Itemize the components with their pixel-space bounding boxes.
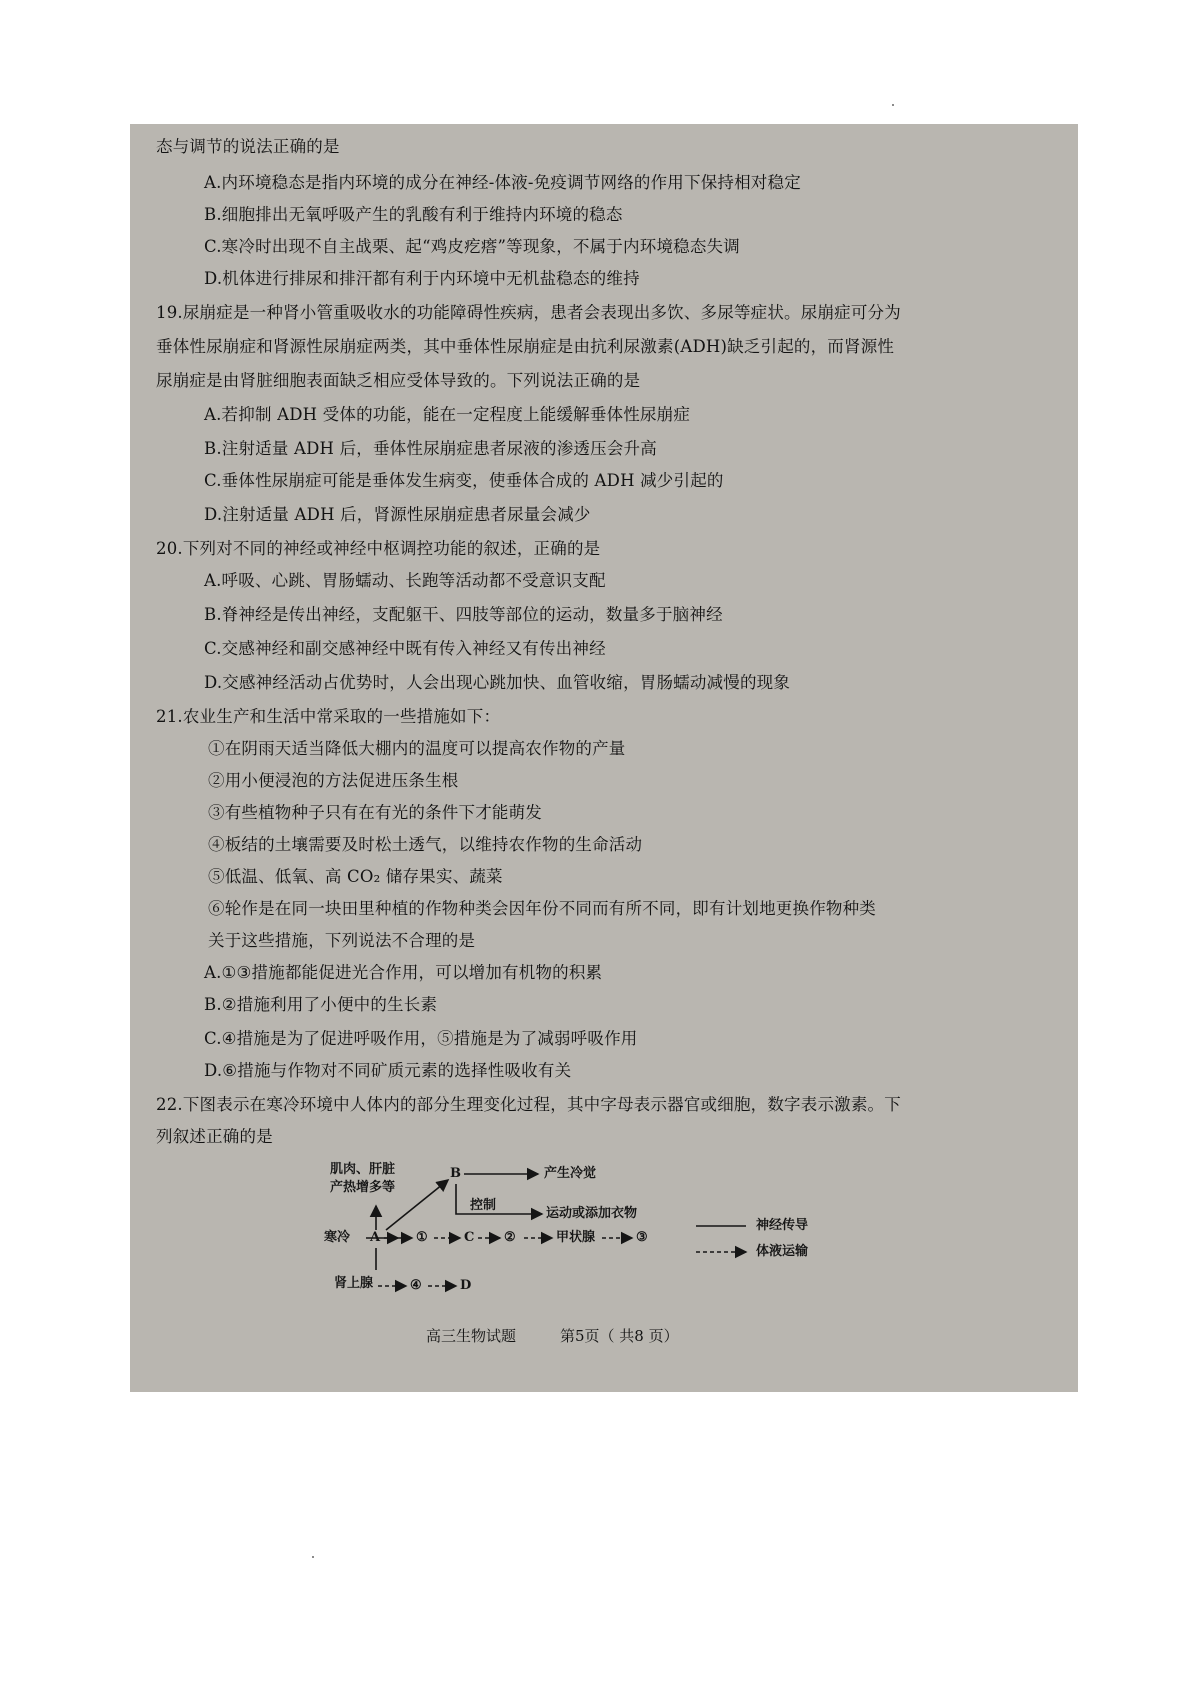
q21-option-b: B.②措施利用了小便中的生长素 bbox=[204, 995, 438, 1014]
scan-speck bbox=[892, 104, 894, 106]
q19-stem-line-2: 垂体性尿崩症和肾源性尿崩症两类，其中垂体性尿崩症是由抗利尿激素(ADH)缺乏引起的，而肾源性 bbox=[156, 337, 895, 356]
q19-option-a: A.若抑制 ADH 受体的功能，能在一定程度上能缓解垂体性尿崩症 bbox=[204, 405, 691, 424]
q21-item-5: ⑤低温、低氧、高 CO₂ 储存果实、蔬菜 bbox=[208, 867, 503, 886]
hormone-2: ② bbox=[504, 1230, 516, 1245]
scan-speck bbox=[312, 1556, 314, 1558]
node-b: B bbox=[450, 1166, 461, 1181]
q19-option-d: D.注射适量 ADH 后，肾源性尿崩症患者尿量会减少 bbox=[204, 505, 591, 524]
node-d: D bbox=[460, 1278, 472, 1293]
q21-item-4: ④板结的土壤需要及时松土透气，以维持农作物的生命活动 bbox=[208, 835, 643, 854]
q21-item-6: ⑥轮作是在同一块田里种植的作物种类会因年份不同而有所不同，即有计划地更换作物种类 bbox=[208, 899, 876, 918]
q18-stem-tail: 态与调节的说法正确的是 bbox=[156, 137, 340, 156]
q18-option-c: C.寒冷时出现不自主战栗、起“鸡皮疙瘩”等现象，不属于内环境稳态失调 bbox=[204, 237, 740, 256]
q22-stem-line-2: 列叙述正确的是 bbox=[156, 1127, 273, 1146]
cold-regulation-diagram bbox=[320, 1158, 1020, 1358]
arrow-a-to-b bbox=[386, 1180, 448, 1230]
label-muscle-liver: 肌肉、肝脏 bbox=[330, 1162, 396, 1177]
footer-page-number: 第5页（ 共8 页） bbox=[560, 1327, 679, 1345]
diagram-arrows bbox=[320, 1158, 1020, 1358]
q19-option-b: B.注射适量 ADH 后，垂体性尿崩症患者尿液的渗透压会升高 bbox=[204, 439, 657, 458]
label-cold: 寒冷 bbox=[324, 1230, 351, 1245]
footer-subject: 高三生物试题 bbox=[426, 1327, 517, 1345]
label-control: 控制 bbox=[470, 1198, 497, 1213]
label-thyroid: 甲状腺 bbox=[556, 1230, 596, 1245]
q19-option-c: C.垂体性尿崩症可能是垂体发生病变，使垂体合成的 ADH 减少引起的 bbox=[204, 471, 724, 490]
q21-stem: 21.农业生产和生活中常采取的一些措施如下： bbox=[156, 707, 501, 726]
label-cold-feeling: 产生冷觉 bbox=[544, 1166, 597, 1181]
legend-fluid-transport: 体液运输 bbox=[756, 1244, 809, 1259]
q21-option-d: D.⑥措施与作物对不同矿质元素的选择性吸收有关 bbox=[204, 1061, 572, 1080]
q21-item-3: ③有些植物种子只有在有光的条件下才能萌发 bbox=[208, 803, 542, 822]
q19-stem-line-1: 19.尿崩症是一种肾小管重吸收水的功能障碍性疾病，患者会表现出多饮、多尿等症状。尿崩症可分为 bbox=[156, 303, 901, 322]
node-c: C bbox=[464, 1230, 475, 1245]
q18-option-b: B.细胞排出无氧呼吸产生的乳酸有利于维持内环境的稳态 bbox=[204, 205, 623, 224]
hormone-3: ③ bbox=[636, 1230, 648, 1245]
q21-question: 关于这些措施，下列说法不合理的是 bbox=[208, 931, 476, 950]
q21-item-1: ①在阴雨天适当降低大棚内的温度可以提高农作物的产量 bbox=[208, 739, 626, 758]
legend-nerve-conduction: 神经传导 bbox=[756, 1218, 809, 1233]
label-adrenal: 肾上腺 bbox=[334, 1276, 374, 1291]
q19-stem-line-3: 尿崩症是由肾脏细胞表面缺乏相应受体导致的。下列说法正确的是 bbox=[156, 371, 641, 390]
q22-stem-line-1: 22.下图表示在寒冷环境中人体内的部分生理变化过程，其中字母表示器官或细胞，数字表示激素。下 bbox=[156, 1095, 901, 1114]
q20-option-d: D.交感神经活动占优势时，人会出现心跳加快、血管收缩，胃肠蠕动减慢的现象 bbox=[204, 673, 791, 692]
q20-option-b: B.脊神经是传出神经，支配躯干、四肢等部位的运动，数量多于脑神经 bbox=[204, 605, 723, 624]
q18-option-a: A.内环境稳态是指内环境的成分在神经-体液-免疫调节网络的作用下保持相对稳定 bbox=[204, 173, 801, 192]
q18-option-d: D.机体进行排尿和排汗都有利于内环境中无机盐稳态的维持 bbox=[204, 269, 640, 288]
q21-option-a: A.①③措施都能促进光合作用，可以增加有机物的积累 bbox=[204, 963, 603, 982]
q20-option-c: C.交感神经和副交感神经中既有传入神经又有传出神经 bbox=[204, 639, 606, 658]
node-a: A bbox=[370, 1230, 381, 1245]
label-action: 运动或添加衣物 bbox=[546, 1206, 638, 1221]
q21-option-c: C.④措施是为了促进呼吸作用，⑤措施是为了减弱呼吸作用 bbox=[204, 1029, 638, 1048]
hormone-4: ④ bbox=[410, 1278, 422, 1293]
q20-option-a: A.呼吸、心跳、胃肠蠕动、长跑等活动都不受意识支配 bbox=[204, 571, 606, 590]
q20-stem: 20.下列对不同的神经或神经中枢调控功能的叙述，正确的是 bbox=[156, 539, 601, 558]
label-heat-increase: 产热增多等 bbox=[330, 1180, 396, 1195]
arrow-b-to-action bbox=[456, 1184, 542, 1214]
q21-item-2: ②用小便浸泡的方法促进压条生根 bbox=[208, 771, 459, 790]
hormone-1: ① bbox=[416, 1230, 428, 1245]
